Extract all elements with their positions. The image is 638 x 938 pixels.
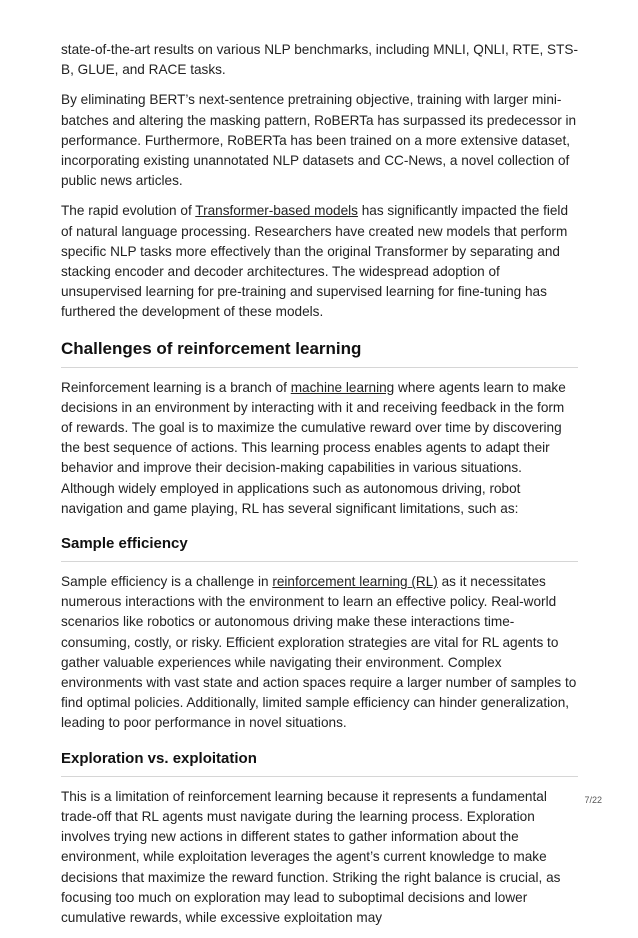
paragraph-sample-efficiency	[61, 572, 578, 734]
paragraph-exploration-exploitation: This is a limitation of reinforcement learning because it represents a fundamental trade-off that RL agents must navigate during the learning process. Exploration involves trying new actions in different states to gather information about the environment, while exploitation leverages the agent’s current knowledge to make decisions that maximize the reward function. Striking the right balance is crucial, as focusing too much on exploration may lead to suboptimal decisions and lower cumulative rewards, while excessive exploitation may	[61, 788, 561, 925]
link-machine-learning[interactable]: machine learning	[290, 379, 395, 395]
link-transformer-based-models[interactable]: Transformer-based models	[195, 203, 358, 219]
paragraph-text: The rapid evolution of	[61, 203, 196, 219]
paragraph-text: Reinforcement learning is a branch of	[61, 379, 291, 395]
paragraph-text: has significantly impacted the field of natural language processing. Researchers have created new models that perform specific NLP tasks more effectively than the original Transformer by separating and stacking encoder and decoder architectures. The widespread adoption of unsupervised learning for pre-training and supervised learning for fine-tuning has furthered the development of these models.	[61, 203, 569, 320]
paragraph-text: as it necessitates numerous interactions with the environment to learn an effective policy. Real-world scenarios like robotics or autonomous driving make these interactions time-consuming, costly, or risky. Efficient exploration strategies are vital for RL agents to gather valuable experiences while navigating their environment. Complex environments with vast state and action spaces require a larger number of samples to find optimal policies. Additionally, limited sample efficiency can hinder generalization, leading to poor performance in novel situations.	[61, 574, 577, 731]
paragraph-rl-intro	[61, 378, 578, 519]
paragraph-text: where agents learn to make decisions in an environment by interacting with it and receiving feedback in the form of rewards. The goal is to maximize the cumulative reward over time by discovering the best sequence of actions. This learning process enables agents to adapt their behavior and improve their decision-making capabilities in various situations. Although widely employed in applications such as autonomous driving, robot navigation and game playing, RL has several significant limitations, such as:	[61, 379, 566, 516]
link-reinforcement-learning[interactable]: reinforcement learning (RL)	[272, 574, 438, 590]
document-page	[61, 40, 578, 938]
paragraph-roberta-benchmarks: state-of-the-art results on various NLP benchmarks, including MNLI, QNLI, RTE, STS-B, GLUE, and RACE tasks.	[61, 42, 579, 78]
paragraph-roberta-improvements: By eliminating BERT’s next-sentence pretraining objective, training with larger mini-batches and altering the masking pattern, RoBERTa has surpassed its predecessor in performance. Furthermore, RoBERTa has been trained on a more extensive dataset, incorporating existing unannotated NLP datasets and CC-News, a novel collection of public news articles.	[61, 92, 577, 189]
heading-exploration-vs-exploitation: Exploration vs. exploitation	[61, 748, 578, 777]
paragraph-text: Sample efficiency is a challenge in	[61, 574, 273, 590]
heading-sample-efficiency: Sample efficiency	[61, 533, 578, 562]
heading-challenges-of-rl: Challenges of reinforcement learning	[61, 337, 578, 368]
paragraph-transformer-evolution	[61, 201, 578, 322]
page-number: 7/22	[584, 795, 602, 805]
